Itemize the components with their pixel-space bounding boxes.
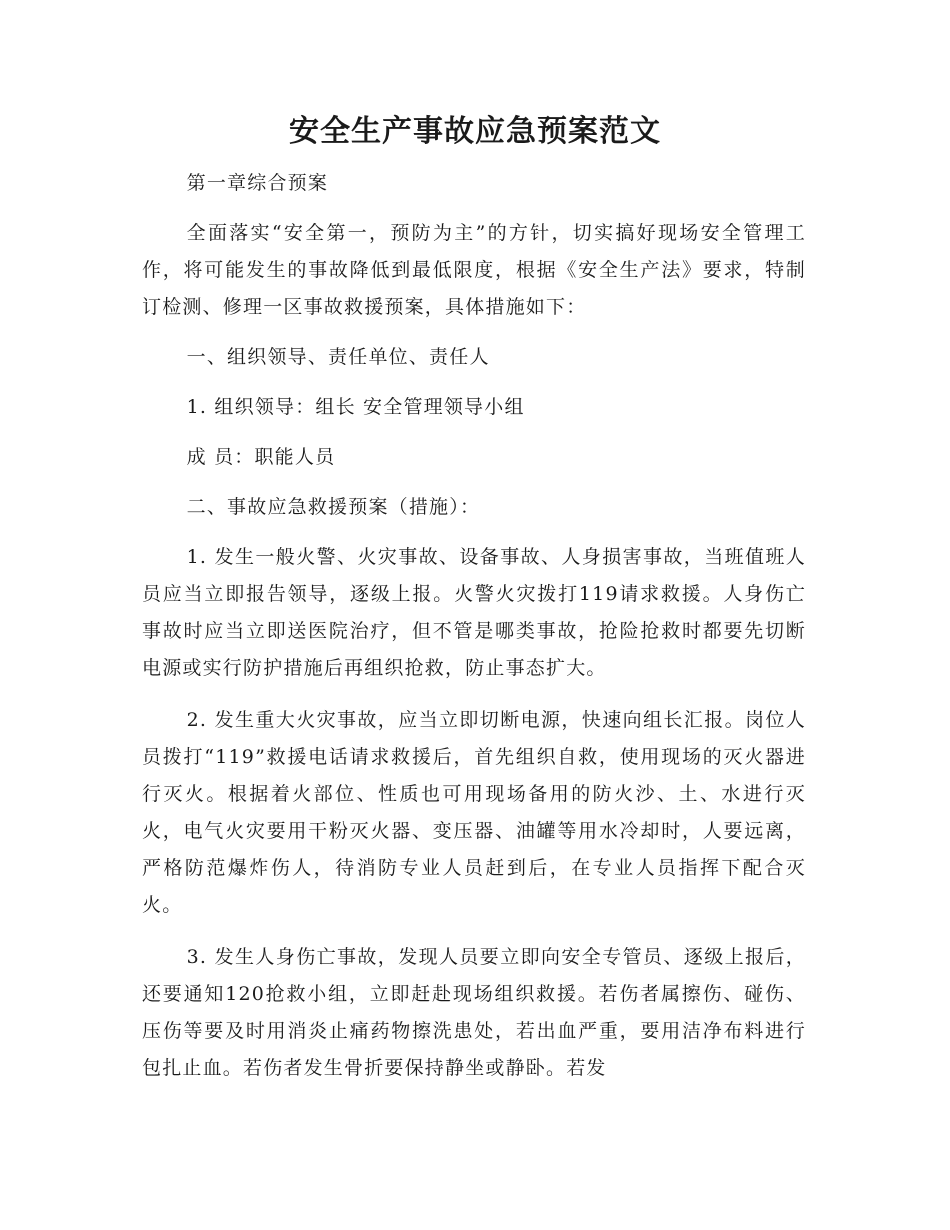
- document-title: 安全生产事故应急预案范文: [289, 114, 661, 149]
- section-heading-measures: 二、事故应急救援预案（措施）：: [186, 496, 481, 518]
- organization-leader-line: 1. 组织领导：组长 安全管理领导小组: [186, 396, 525, 418]
- organization-members-line: 成 员：职能人员: [186, 446, 336, 468]
- section-heading-organization: 一、组织领导、责任单位、责任人: [186, 346, 490, 368]
- measure-item-1: 1. 发生一般火警、火灾事故、设备事故、人身损害事故，当班值班人员应当立即报告领导，逐级上报。火警火灾拨打119请求救援。人身伤亡事故时应当立即送医院治疗，但不管是哪类事故，抢险抢救时都要先切断电源或实行防护措施后再组织抢救，防止事态扩大。: [142, 546, 806, 679]
- measure-item-2: 2. 发生重大火灾事故，应当立即切断电源，快速向组长汇报。岗位人员拨打“119”救援电话请求救援后，首先组织自救，使用现场的灭火器进行灭火。根据着火部位、性质也可用现场备用的防火沙、土、水进行灭火，电气火灾要用干粉灭火器、变压器、油罐等用水冷却时，人要远离，严格防范爆炸伤人，待消防专业人员赶到后，在专业人员指挥下配合灭火。: [142, 709, 806, 916]
- intro-paragraph: 全面落实“安全第一，预防为主”的方针，切实搞好现场安全管理工作，将可能发生的事故降低到最低限度，根据《安全生产法》要求，特制订检测、修理一区事故救援预案，具体措施如下：: [142, 222, 806, 318]
- chapter-heading: 第一章综合预案: [186, 172, 329, 194]
- measure-item-3: 3. 发生人身伤亡事故，发现人员要立即向安全专管员、逐级上报后，还要通知120抢救小组，立即赶赴现场组织救援。若伤者属擦伤、碰伤、压伤等要及时用消炎止痛药物擦洗患处，若出血严重，要用洁净布料进行包扎止血。若伤者发生骨折要保持静坐或静卧。若发: [142, 946, 806, 1079]
- document-body: [142, 165, 806, 1087]
